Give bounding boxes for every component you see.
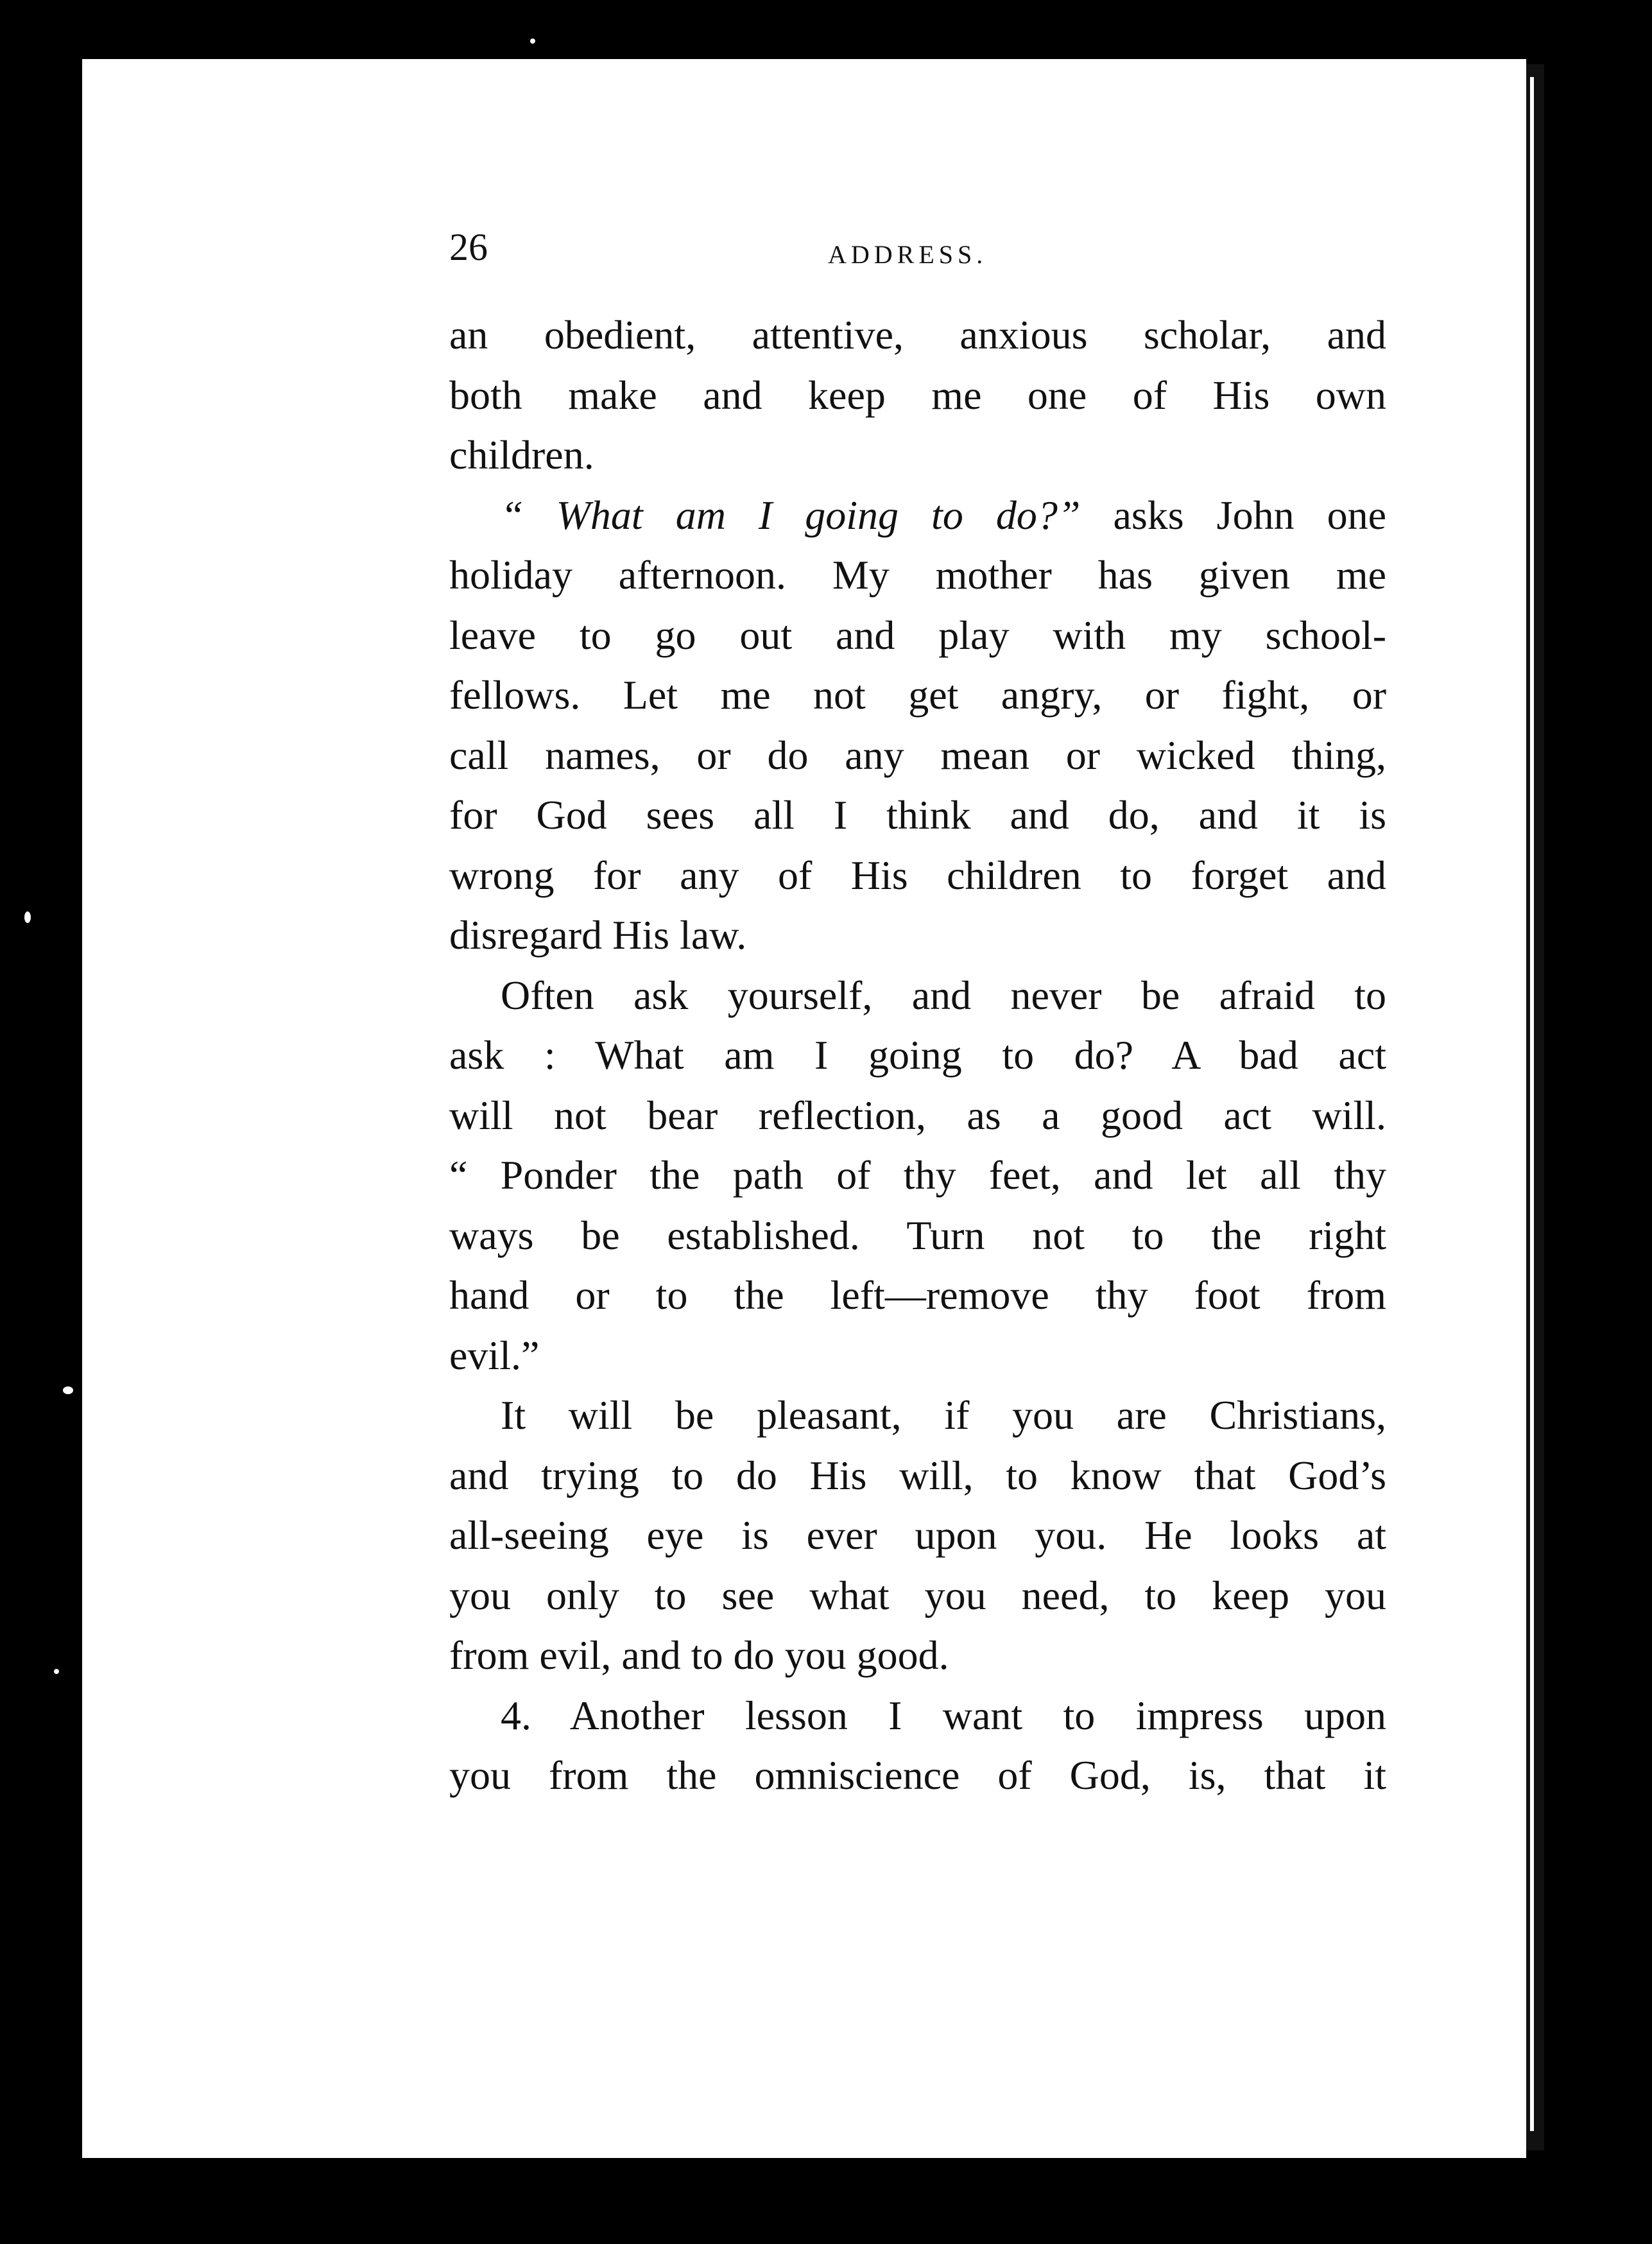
page-number: 26: [449, 226, 488, 268]
text-line: hand or to the left—remove thy foot from: [449, 1272, 1386, 1318]
text-line: for God sees all I think and do, and it is: [449, 792, 1386, 838]
text-line: fellows. Let me not get angry, or fight, or: [449, 672, 1386, 718]
text-run: asks John one: [1080, 492, 1387, 538]
text-line: children.: [449, 432, 594, 478]
scan-speck: [530, 39, 535, 44]
scan-speck: [24, 911, 31, 923]
text-line: from evil, and to do you good.: [449, 1632, 949, 1678]
text-line: 4. Another lesson I want to impress upon: [501, 1692, 1386, 1738]
text-line: “ Ponder the path of thy feet, and let all thy: [449, 1152, 1386, 1198]
text-line: you from the omniscience of God, is, that it: [449, 1752, 1386, 1798]
scan-speck: [54, 1669, 59, 1674]
text-line: an obedient, attentive, anxious scholar, and: [449, 312, 1386, 358]
text-line: and trying to do His will, to know that God’s: [449, 1452, 1386, 1498]
text-line: both make and keep me one of His own: [449, 372, 1386, 418]
running-head-title: ADDRESS.: [828, 240, 988, 269]
text-line: evil.”: [449, 1332, 540, 1378]
text-line: disregard His law.: [449, 912, 747, 958]
text-line: ask : What am I going to do? A bad act: [449, 1032, 1386, 1078]
text-line: call names, or do any mean or wicked thing,: [449, 732, 1386, 778]
running-head: [449, 218, 1386, 276]
page-edge: [1526, 64, 1544, 2150]
text-line: Often ask yourself, and never be afraid to: [501, 972, 1386, 1018]
page-edge-highlight: [1530, 77, 1534, 2131]
text-line: leave to go out and play with my school-: [449, 612, 1386, 658]
text-line: ways be established. Turn not to the right: [449, 1212, 1386, 1258]
italic-quote: “ What am I going to do?”: [501, 492, 1081, 538]
text-line: holiday afternoon. My mother has given me: [449, 552, 1386, 598]
text-line: It will be pleasant, if you are Christians,: [501, 1392, 1386, 1438]
page-text-block: [449, 218, 1386, 1806]
text-line: will not bear reflection, as a good act will.: [449, 1092, 1386, 1138]
text-line: wrong for any of His children to forget and: [449, 852, 1386, 898]
text-line: you only to see what you need, to keep you: [449, 1572, 1386, 1618]
body-text: [449, 305, 1386, 1806]
scan-speck: [63, 1386, 73, 1394]
text-line: [449, 485, 1386, 546]
text-line: all-seeing eye is ever upon you. He looks at: [449, 1512, 1386, 1558]
